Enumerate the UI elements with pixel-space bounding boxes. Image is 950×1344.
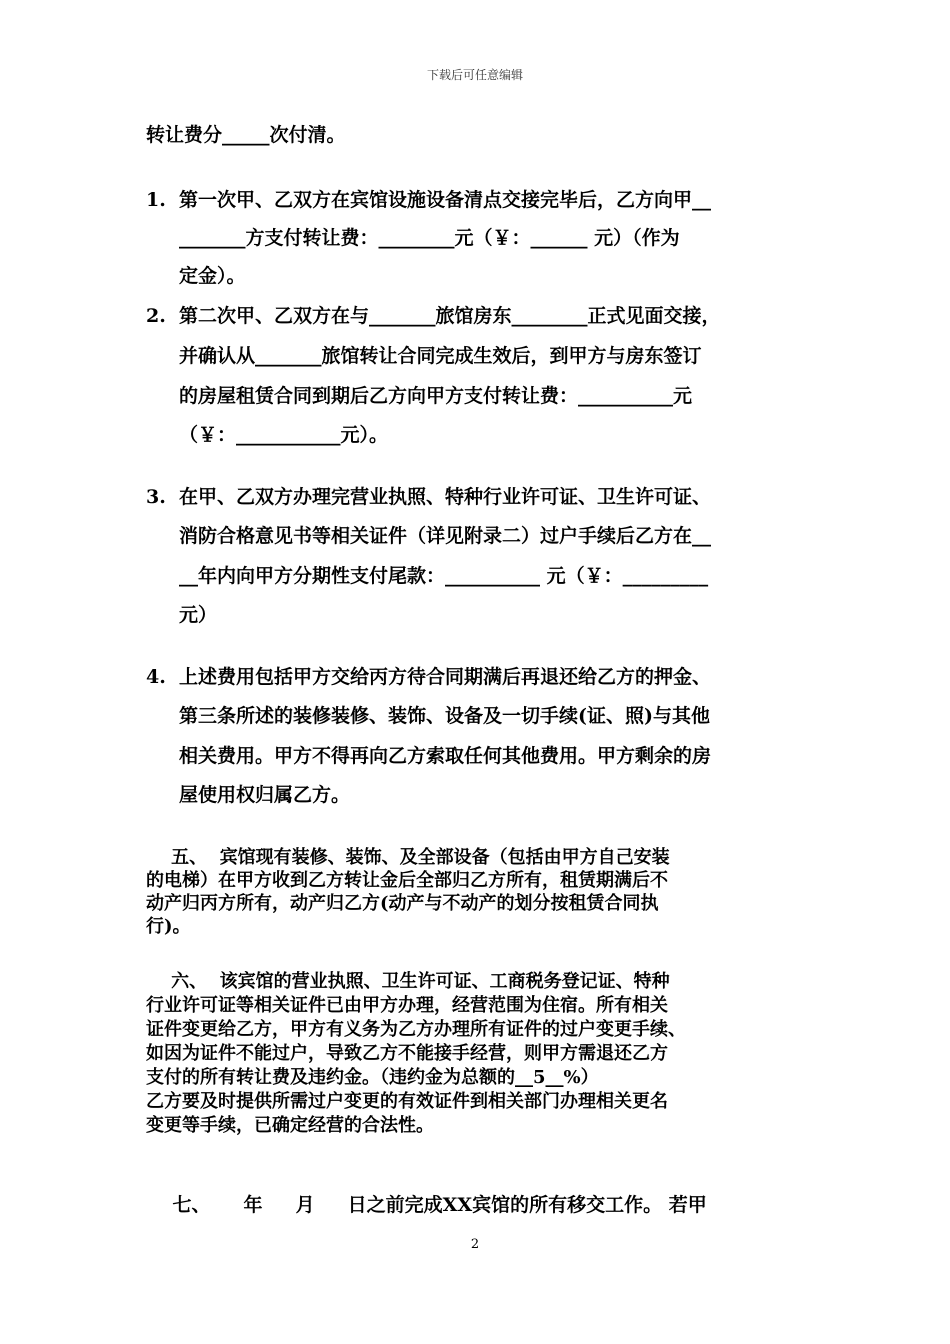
section5-line: 的电梯）在甲方收到乙方转让金后全部归乙方所有，租赁期满后不	[146, 870, 668, 891]
item-line: 屋使用权归属乙方。	[179, 784, 351, 806]
section6-line: 如因为证件不能过户，导致乙方不能接手经营，则甲方需退还乙方	[146, 1043, 668, 1064]
item-line: 消防合格意见书等相关证件（详见附录二）过户手续后乙方在__	[179, 525, 712, 547]
section6-line: 行业许可证等相关证件已由甲方办理，经营范围为住宿。所有相关	[146, 995, 668, 1016]
item-line: 第二次甲、乙双方在与_______旅馆房东________正式见面交接，	[179, 305, 721, 327]
item-line: 元）	[179, 604, 218, 626]
item-line: （￥：___________元）。	[179, 424, 389, 446]
section5-line: 五、 宾馆现有装修、装饰、及全部设备（包括由甲方自己安装	[146, 847, 670, 868]
section6-line: 证件变更给乙方，甲方有义务为乙方办理所有证件的过户变更手续、	[146, 1019, 686, 1040]
item-line: 并确认从_______旅馆转让合同完成生效后，到甲方与房东签订	[179, 345, 702, 367]
section6-line: 乙方要及时提供所需过户变更的有效证件到相关部门办理相关更名	[146, 1091, 668, 1112]
item-line: _______方支付转让费：________元（￥：______ 元）（作为	[179, 227, 680, 249]
item-number: 3.	[146, 486, 166, 508]
item-line: 的房屋租赁合同到期后乙方向甲方支付转让费：__________元	[179, 385, 693, 407]
page-number: 2	[470, 1237, 480, 1252]
section7-line: 七、 年 月 日之前完成XX宾馆的所有移交工作。 若甲	[146, 1194, 707, 1216]
item-line: 第一次甲、乙双方在宾馆设施设备清点交接完毕后，乙方向甲__	[179, 189, 712, 211]
page-header: 下载后可任意编辑	[426, 68, 523, 82]
item-line: 相关费用。甲方不得再向乙方索取任何其他费用。甲方剩余的房	[179, 745, 712, 767]
item-number: 4.	[146, 666, 166, 688]
item-line: 第三条所述的装修装修、装饰、设备及一切手续(证、照)与其他	[179, 705, 710, 727]
item-line: 在甲、乙双方办理完营业执照、特种行业许可证、卫生许可证、	[179, 486, 712, 508]
item-line: 定金）。	[179, 265, 246, 287]
section6-line: 支付的所有转让费及违约金。（违约金为总额的__5__%）	[146, 1067, 599, 1088]
item-number: 2.	[146, 305, 166, 327]
section6-line: 六、 该宾馆的营业执照、卫生许可证、工商税务登记证、特种	[146, 971, 670, 992]
section5-line: 行)。	[146, 916, 191, 937]
intro-line: 转让费分_____次付清。	[146, 124, 346, 146]
item-line: __年内向甲方分期性支付尾款：__________ 元（￥：_________	[179, 565, 709, 587]
item-line: 上述费用包括甲方交给丙方待合同期满后再退还给乙方的押金、	[179, 666, 712, 688]
section5-line: 动产归丙方所有，动产归乙方(动产与不动产的划分按租赁合同执	[146, 893, 659, 914]
section6-line: 变更等手续，已确定经营的合法性。	[146, 1115, 434, 1136]
item-number: 1.	[146, 189, 166, 211]
